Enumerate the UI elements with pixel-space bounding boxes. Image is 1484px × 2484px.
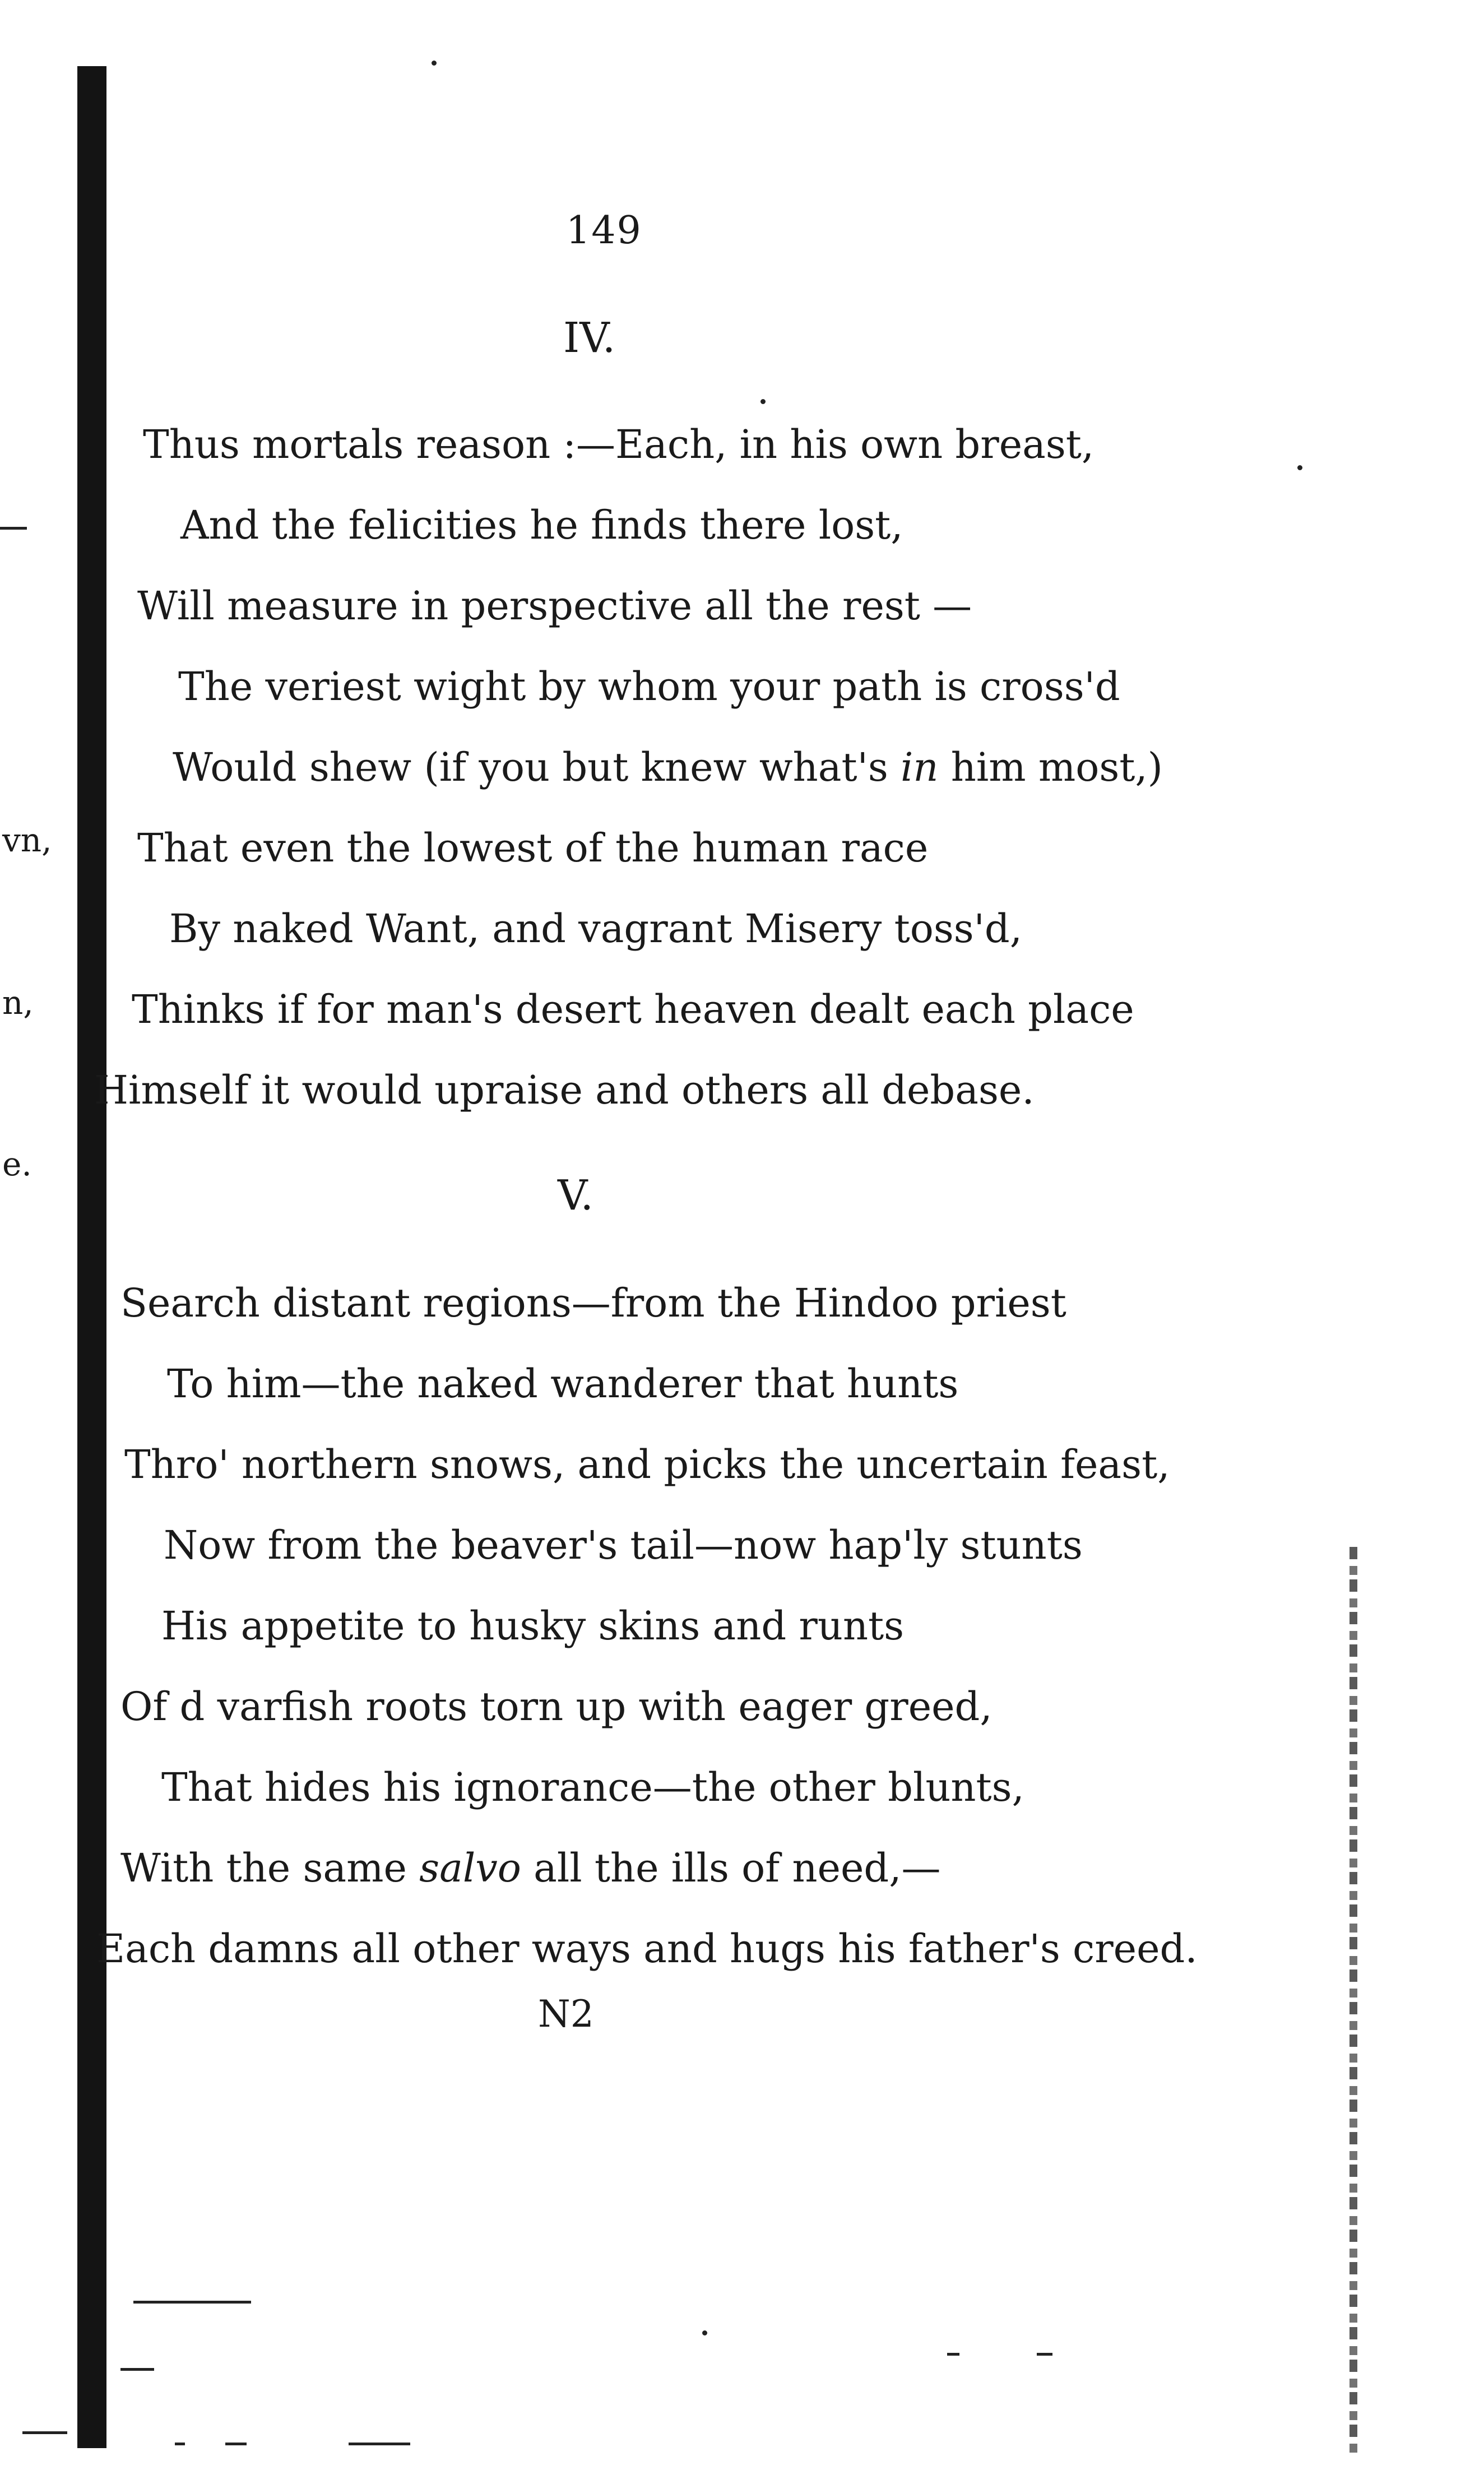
scan-rule (225, 2443, 247, 2445)
line-emphasis: salvo (419, 1845, 521, 1891)
stanza-numeral: IV. (563, 314, 616, 362)
scan-rule (0, 527, 27, 530)
signature-mark: N2 (538, 1992, 594, 2036)
left-page-fragment: e. (2, 1145, 32, 1183)
poem-line: Now from the beaver's tail—now hap'ly stunts (164, 1522, 1083, 1568)
page-number: 149 (566, 208, 642, 253)
scan-rule (133, 2301, 251, 2304)
scan-speck (760, 399, 766, 404)
poem-line: Each damns all other ways and hugs his father's creed. (96, 1926, 1198, 1972)
line-text: Would shew (if you but knew what's (173, 744, 901, 790)
scan-speck (702, 2330, 707, 2335)
poem-line (173, 744, 1163, 790)
poem-line: By naked Want, and vagrant Misery toss'd, (169, 906, 1022, 952)
scan-speck (1297, 465, 1302, 470)
poem-line: His appetite to husky skins and runts (161, 1603, 905, 1649)
poem-line: To him—the naked wanderer that hunts (167, 1361, 959, 1407)
poem-line: And the felicities he finds there lost, (180, 502, 903, 548)
left-page-fragment: n, (2, 984, 34, 1022)
line-text: With the same (120, 1845, 420, 1891)
line-text: all the ills of need,— (521, 1845, 941, 1891)
scan-rule (349, 2443, 410, 2445)
poem-line: Thinks if for man's desert heaven dealt each place (132, 986, 1134, 1032)
scan-rule (22, 2431, 67, 2434)
poem-line: Search distant regions—from the Hindoo priest (120, 1280, 1066, 1326)
scan-rule (947, 2353, 959, 2356)
line-emphasis: in (901, 744, 939, 790)
binding-gutter-bar (77, 66, 106, 2448)
poem-line: Himself it would upraise and others all debase. (94, 1067, 1035, 1113)
right-page-edge (1349, 1547, 1357, 2455)
poem-line: That even the lowest of the human race (137, 825, 929, 871)
left-page-fragment: vn, (2, 821, 52, 859)
poem-line: Thus mortals reason :—Each, in his own breast, (143, 421, 1095, 467)
poem-line: Thro' northern snows, and picks the uncertain feast, (124, 1442, 1170, 1487)
poem-line: That hides his ignorance—the other blunts, (161, 1764, 1024, 1810)
scan-speck (432, 61, 437, 66)
stanza-numeral: V. (558, 1171, 594, 1220)
scan-rule (120, 2368, 154, 2371)
poem-line: The veriest wight by whom your path is cross'd (178, 664, 1120, 710)
scan-rule (175, 2443, 185, 2445)
poem-line: Of d varfish roots torn up with eager greed, (120, 1684, 993, 1730)
scan-rule (1037, 2353, 1052, 2356)
line-text: him most,) (938, 744, 1163, 790)
poem-line (120, 1845, 941, 1891)
poem-line: Will measure in perspective all the rest — (137, 583, 972, 629)
